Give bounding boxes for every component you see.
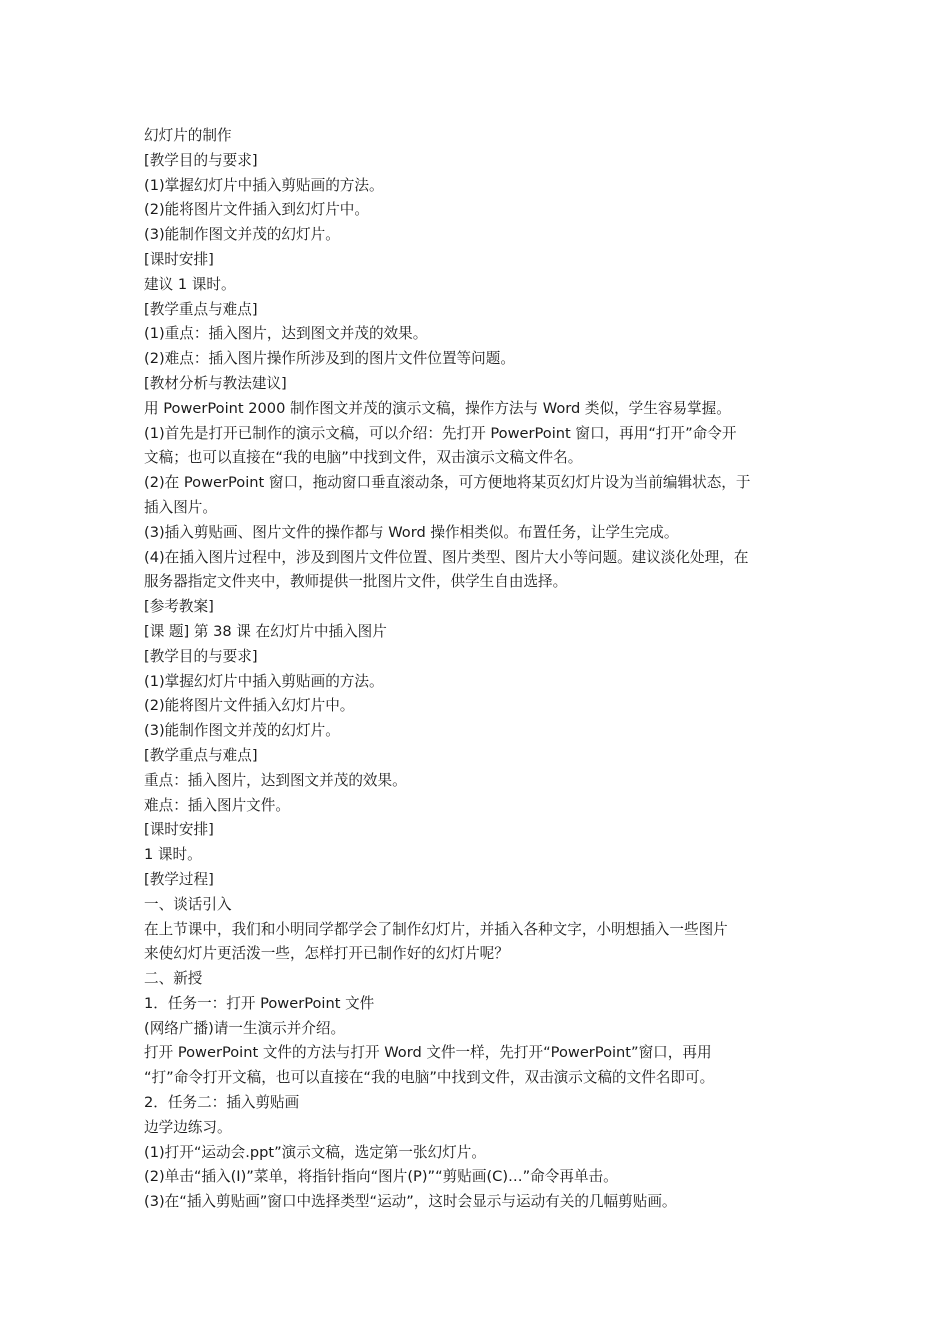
text-line: (3)能制作图文并茂的幻灯片。	[144, 226, 340, 244]
section-heading: [教学目的与要求]	[144, 151, 258, 169]
text-line: “打”命令打开文稿，也可以直接在“我的电脑”中找到文件，双击演示文稿的文件名即可。	[144, 1069, 715, 1087]
section-heading: [教学重点与难点]	[144, 300, 258, 318]
text-line: 重点：插入图片，达到图文并茂的效果。	[144, 771, 407, 789]
text-line: 难点：插入图片文件。	[144, 796, 290, 814]
text-line: 用 PowerPoint 2000 制作图文并茂的演示文稿，操作方法与 Word 类似，学生容易掌握。	[144, 399, 731, 417]
text-line: (1)打开“运动会.ppt”演示文稿，选定第一张幻灯片。	[144, 1143, 486, 1161]
section-heading: [教学过程]	[144, 870, 214, 888]
text-line: (2)能将图片文件插入幻灯片中。	[144, 697, 355, 715]
text-line: 服务器指定文件夹中，教师提供一批图片文件，供学生自由选择。	[144, 573, 568, 591]
lesson-title: [课 题] 第 38 课 在幻灯片中插入图片	[144, 622, 387, 640]
text-line: (2)单击“插入(I)”菜单，将指针指向“图片(P)”“剪贴画(C)…”命令再单击。	[144, 1168, 618, 1186]
text-line: (3)能制作图文并茂的幻灯片。	[144, 722, 340, 740]
subsection-heading: 二、新授	[144, 970, 203, 988]
text-line: (2)难点：插入图片操作所涉及到的图片文件位置等问题。	[144, 350, 515, 368]
text-line: (1)掌握幻灯片中插入剪贴画的方法。	[144, 672, 384, 690]
subsection-heading: 一、谈话引入	[144, 895, 232, 913]
section-heading: [参考教案]	[144, 598, 214, 616]
section-heading: [教材分析与教法建议]	[144, 374, 287, 392]
section-heading: [课时安排]	[144, 821, 214, 839]
text-line: (1)首先是打开已制作的演示文稿，可以介绍：先打开 PowerPoint 窗口，再用“打开”命令开	[144, 424, 737, 442]
text-line: (3)插入剪贴画、图片文件的操作都与 Word 操作相类似。布置任务，让学生完成。	[144, 523, 679, 541]
text-line: 打开 PowerPoint 文件的方法与打开 Word 文件一样，先打开“PowerPoint”窗口，再用	[144, 1044, 712, 1062]
text-line: (3)在“插入剪贴画”窗口中选择类型“运动”，这时会显示与运动有关的几幅剪贴画。	[144, 1193, 677, 1211]
text-line: 1 课时。	[144, 846, 202, 864]
section-heading: [教学目的与要求]	[144, 647, 258, 665]
text-line: 插入图片。	[144, 498, 217, 516]
task-heading: 2．任务二：插入剪贴画	[144, 1094, 300, 1112]
text-line: (4)在插入图片过程中，涉及到图片文件位置、图片类型、图片大小等问题。建议淡化处理，在	[144, 548, 749, 566]
text-line: 来使幻灯片更活泼一些，怎样打开已制作好的幻灯片呢？	[144, 945, 509, 963]
text-line: (2)能将图片文件插入到幻灯片中。	[144, 201, 369, 219]
text-line: 边学边练习。	[144, 1118, 232, 1136]
document-title: 幻灯片的制作	[144, 127, 232, 144]
document-page	[144, 124, 816, 1215]
text-line: (网络广播)请一生演示并介绍。	[144, 1019, 346, 1037]
text-line: (1)重点：插入图片，达到图文并茂的效果。	[144, 325, 428, 343]
text-line: 建议 1 课时。	[144, 275, 236, 293]
section-heading: [课时安排]	[144, 250, 214, 268]
section-heading: [教学重点与难点]	[144, 746, 258, 764]
task-heading: 1．任务一：打开 PowerPoint 文件	[144, 994, 375, 1012]
text-line: 文稿；也可以直接在“我的电脑”中找到文件，双击演示文稿文件名。	[144, 449, 583, 467]
text-line: 在上节课中，我们和小明同学都学会了制作幻灯片，并插入各种文字，小明想插入一些图片	[144, 920, 728, 938]
text-line: (1)掌握幻灯片中插入剪贴画的方法。	[144, 176, 384, 194]
text-line: (2)在 PowerPoint 窗口，拖动窗口垂直滚动条，可方便地将某页幻灯片设为当前编辑状态，于	[144, 474, 751, 492]
